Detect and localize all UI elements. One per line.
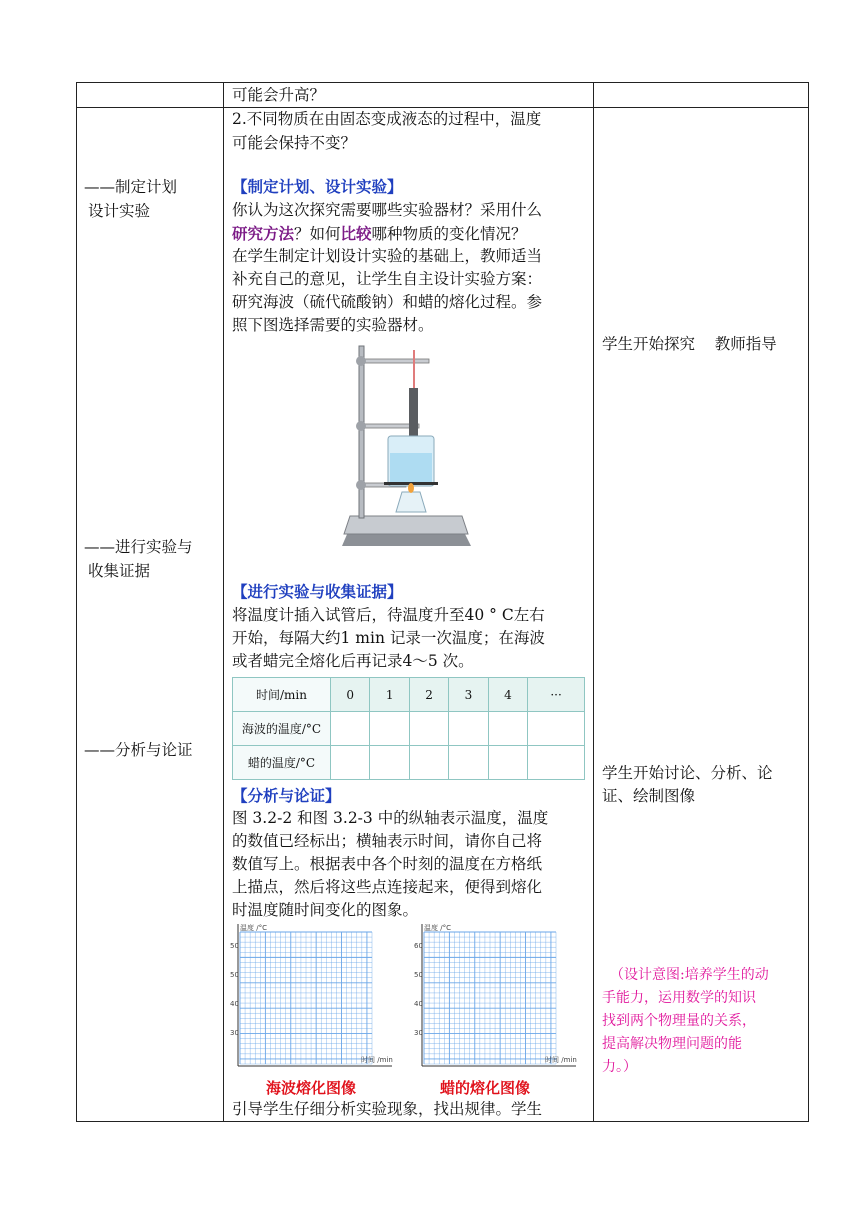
- table-header-cell: 2: [409, 678, 448, 712]
- graph-y-tick: 50: [230, 942, 239, 950]
- research-method-emphasis: 研究方法: [232, 224, 295, 243]
- table-cell: [449, 712, 488, 746]
- table-row-label: 海波的温度/°C: [233, 712, 331, 746]
- graph-y-tick: 30: [414, 1029, 423, 1037]
- graph-y-tick: 50: [414, 971, 423, 979]
- plan-heading: 【制定计划、设计实验】: [232, 177, 403, 196]
- graph1-caption: 海波熔化图像: [266, 1079, 357, 1097]
- design-intent-4: 提高解决物理问题的能: [602, 1036, 742, 1052]
- analysis-line-4: 上描点，然后将这些点连接起来，便得到熔化: [232, 878, 543, 896]
- guide-line: 引导学生仔细分析实验现象，找出规律。学生: [232, 1100, 543, 1118]
- experiment-line-2: 开始，每隔大约1 min 记录一次温度；在海波: [232, 629, 545, 647]
- table-cell: [331, 712, 370, 746]
- hypothesis-line-1: 2.不同物质在由固态变成液态的过程中，温度: [232, 110, 542, 128]
- table-header-cell: 0: [331, 678, 370, 712]
- flame: [408, 483, 414, 493]
- graph-y-tick: 60: [414, 942, 423, 950]
- table-row: [233, 746, 585, 780]
- design-intent-5: 力。）: [602, 1059, 637, 1075]
- analysis-heading: 【分析与论证】: [232, 786, 341, 805]
- prev-text: 可能会升高？: [232, 86, 326, 104]
- graph-grid: [424, 932, 556, 1064]
- plan-line-5: 研究海波（硫代硫酸钠）和蜡的熔化过程。参: [232, 293, 543, 311]
- compare-emphasis: 比较: [340, 224, 372, 243]
- hypo-melting-graph: [226, 920, 398, 1074]
- experiment-step-label: ——进行实验与: [84, 538, 193, 556]
- analysis-line-1: 图 3.2-2 和图 3.2-3 中的纵轴表示温度，温度: [232, 809, 549, 827]
- analysis-line-3: 数值写上。根据表中各个时刻的温度在方格纸: [232, 855, 543, 873]
- activity-discuss-1: 学生开始讨论、分析、论: [602, 764, 773, 782]
- graph-grid: [240, 932, 372, 1064]
- table-cell: [370, 712, 409, 746]
- table-cell: [331, 746, 370, 780]
- graph-y-tick: 40: [230, 1000, 239, 1008]
- graph-y-label: 温度 /°C: [424, 924, 451, 932]
- wax-melting-graph: [410, 920, 582, 1074]
- analysis-step-label: ——分析与论证: [84, 741, 193, 759]
- analysis-line-5: 时温度随时间变化的图象。: [232, 901, 419, 919]
- plan-step-label-2: 设计实验: [88, 202, 151, 220]
- analysis-line-2: 的数值已经标出；横轴表示时间，请你自己将: [232, 832, 543, 850]
- table-cell: [488, 712, 527, 746]
- plan-paragraph-2: 研究方法？如何比较哪种物质的变化情况？: [232, 224, 527, 243]
- column-divider-2: [593, 82, 594, 1122]
- experiment-line-3: 或者蜡完全熔化后再记录4～5 次。: [232, 652, 474, 670]
- column-divider-1: [223, 82, 224, 1122]
- experiment-heading: 【进行实验与收集证据】: [232, 582, 403, 601]
- table-header-cell: 1: [370, 678, 409, 712]
- table-cell: [528, 712, 585, 746]
- graph-x-label: 时间 /min: [361, 1056, 393, 1064]
- plan-line-3: 在学生制定计划设计实验的基础上，教师适当: [232, 247, 543, 265]
- table-row-label: 蜡的温度/°C: [233, 746, 331, 780]
- table-cell: [528, 746, 585, 780]
- plan-line-4: 补充自己的意见，让学生自主设计实验方案：: [232, 270, 543, 288]
- temperature-record-table: [232, 677, 585, 780]
- table-header-cell: ···: [528, 678, 585, 712]
- support-rod: [359, 346, 364, 518]
- table-header-cell: 时间/min: [233, 678, 331, 712]
- hypothesis-line-2: 可能会保持不变？: [232, 134, 357, 152]
- plan-paragraph-1: 你认为这次探究需要哪些实验器材？采用什么: [232, 201, 543, 219]
- experiment-step-label-2: 收集证据: [88, 562, 151, 580]
- table-row: [233, 712, 585, 746]
- plan-step-label: ——制定计划: [84, 178, 178, 196]
- table-cell: [409, 712, 448, 746]
- experiment-line-1: 将温度计插入试管后，待温度升至40 ° C左右: [232, 606, 545, 624]
- apparatus-illustration: [340, 340, 475, 552]
- design-intent-2: 手能力，运用数学的知识: [602, 990, 756, 1006]
- activity-explore: 学生开始探究 教师指导: [602, 335, 777, 353]
- graph-x-label: 时间 /min: [545, 1056, 577, 1064]
- table-cell: [370, 746, 409, 780]
- table-header-cell: 4: [488, 678, 527, 712]
- graph2-caption: 蜡的熔化图像: [440, 1079, 531, 1097]
- graph-y-tick: 40: [414, 1000, 423, 1008]
- graph-y-label: 温度 /°C: [240, 924, 267, 932]
- table-cell: [409, 746, 448, 780]
- graph-y-tick: 50: [230, 971, 239, 979]
- activity-discuss-2: 证、绘制图像: [602, 787, 696, 805]
- design-intent-1: （设计意图:培养学生的动: [610, 967, 769, 983]
- design-intent-3: 找到两个物理量的关系，: [602, 1013, 756, 1029]
- table-cell: [449, 746, 488, 780]
- plan-line-6: 照下图选择需要的实验器材。: [232, 316, 434, 334]
- table-header-cell: 3: [449, 678, 488, 712]
- alcohol-lamp: [396, 492, 426, 512]
- table-header-row: [233, 678, 585, 712]
- graph-y-tick: 30: [230, 1029, 239, 1037]
- table-cell: [488, 746, 527, 780]
